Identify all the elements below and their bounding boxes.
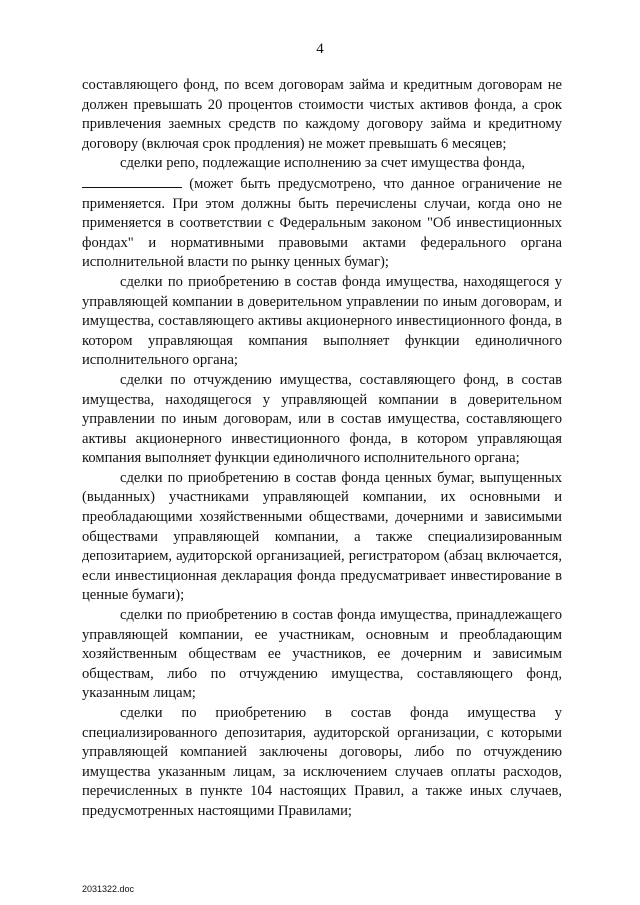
document-body <box>82 76 562 822</box>
footer-filename: 2031322.doc <box>82 884 135 894</box>
fill-in-blank <box>82 174 182 188</box>
paragraph-repo-exception <box>82 174 562 273</box>
page-number: 4 <box>316 41 324 57</box>
paragraph-depositary-property: сделки по приобретению в состав фонда имущества у специализированного депозитария, аудиторской организации, с которыми управляющей компанией заключены договоры, либо по отчуждению имущества указанным лицам, за исключением случаев оплаты расходов, перечисленных в пункте 104 настоящих Правил, а также иных случаев, предусмотренных настоящими Правилами; <box>82 705 562 819</box>
paragraph-repo-exception-text: (может быть предусмотрено, что данное ограничение не применяется. При этом должны быть перечислены случаи, когда оно не применяется в соответствии с Федеральным законом "Об инвестиционных фондах" и нормативными правовыми актами федерального органа исполнительной власти по рынку ценных бумаг); <box>82 175 563 271</box>
paragraph-alienation-fund-property: сделки по отчуждению имущества, составляющего фонд, в состав имущества, находящегося у управляющей компании в доверительном управлении по иным договорам, или в состав имущества, составляющего активы акционерного инвестиционного фонда, в котором управляющая компания выполняет функции единоличного исполнительного органа; <box>82 371 562 467</box>
paragraph-acquisition-trust-property: сделки по приобретению в состав фонда имущества, находящегося у управляющей компании в доверительном управлении по иным договорам, и имущества, составляющего активы акционерного инвестиционного фонда, в котором управляющая компания выполняет функции единоличного исполнительного органа; <box>82 273 562 369</box>
paragraph-management-company-property: сделки по приобретению в состав фонда имущества, принадлежащего управляющей компании, ее участникам, основным и преобладающим хозяйственным обществам ее участников, ее дочерним и зависимым обществам, либо по отчуждению имущества, составляющего фонд, указанным лицам; <box>82 607 562 702</box>
paragraph-securities-acquisition: сделки по приобретению в состав фонда ценных бумаг, выпущенных (выданных) участниками управляющей компании, их основными и преобладающими хозяйственными обществами, дочерними и зависимыми обществами управляющей компании, а также специализированным депозитарием, аудиторской организацией, регистратором (абзац включается, если инвестиционная декларация фонда предусматривает инвестирование в ценные бумаги); <box>82 469 562 604</box>
paragraph-loan-limits: составляющего фонд, по всем договорам займа и кредитным договорам не должен превышать 20 процентов стоимости чистых активов фонда, а срок привлечения заемных средств по каждому договору займа и кредитному договору (включая срок продления) не может превышать 6 месяцев; <box>82 77 562 152</box>
paragraph-repo-deals: сделки репо, подлежащие исполнению за счет имущества фонда, <box>120 155 526 172</box>
